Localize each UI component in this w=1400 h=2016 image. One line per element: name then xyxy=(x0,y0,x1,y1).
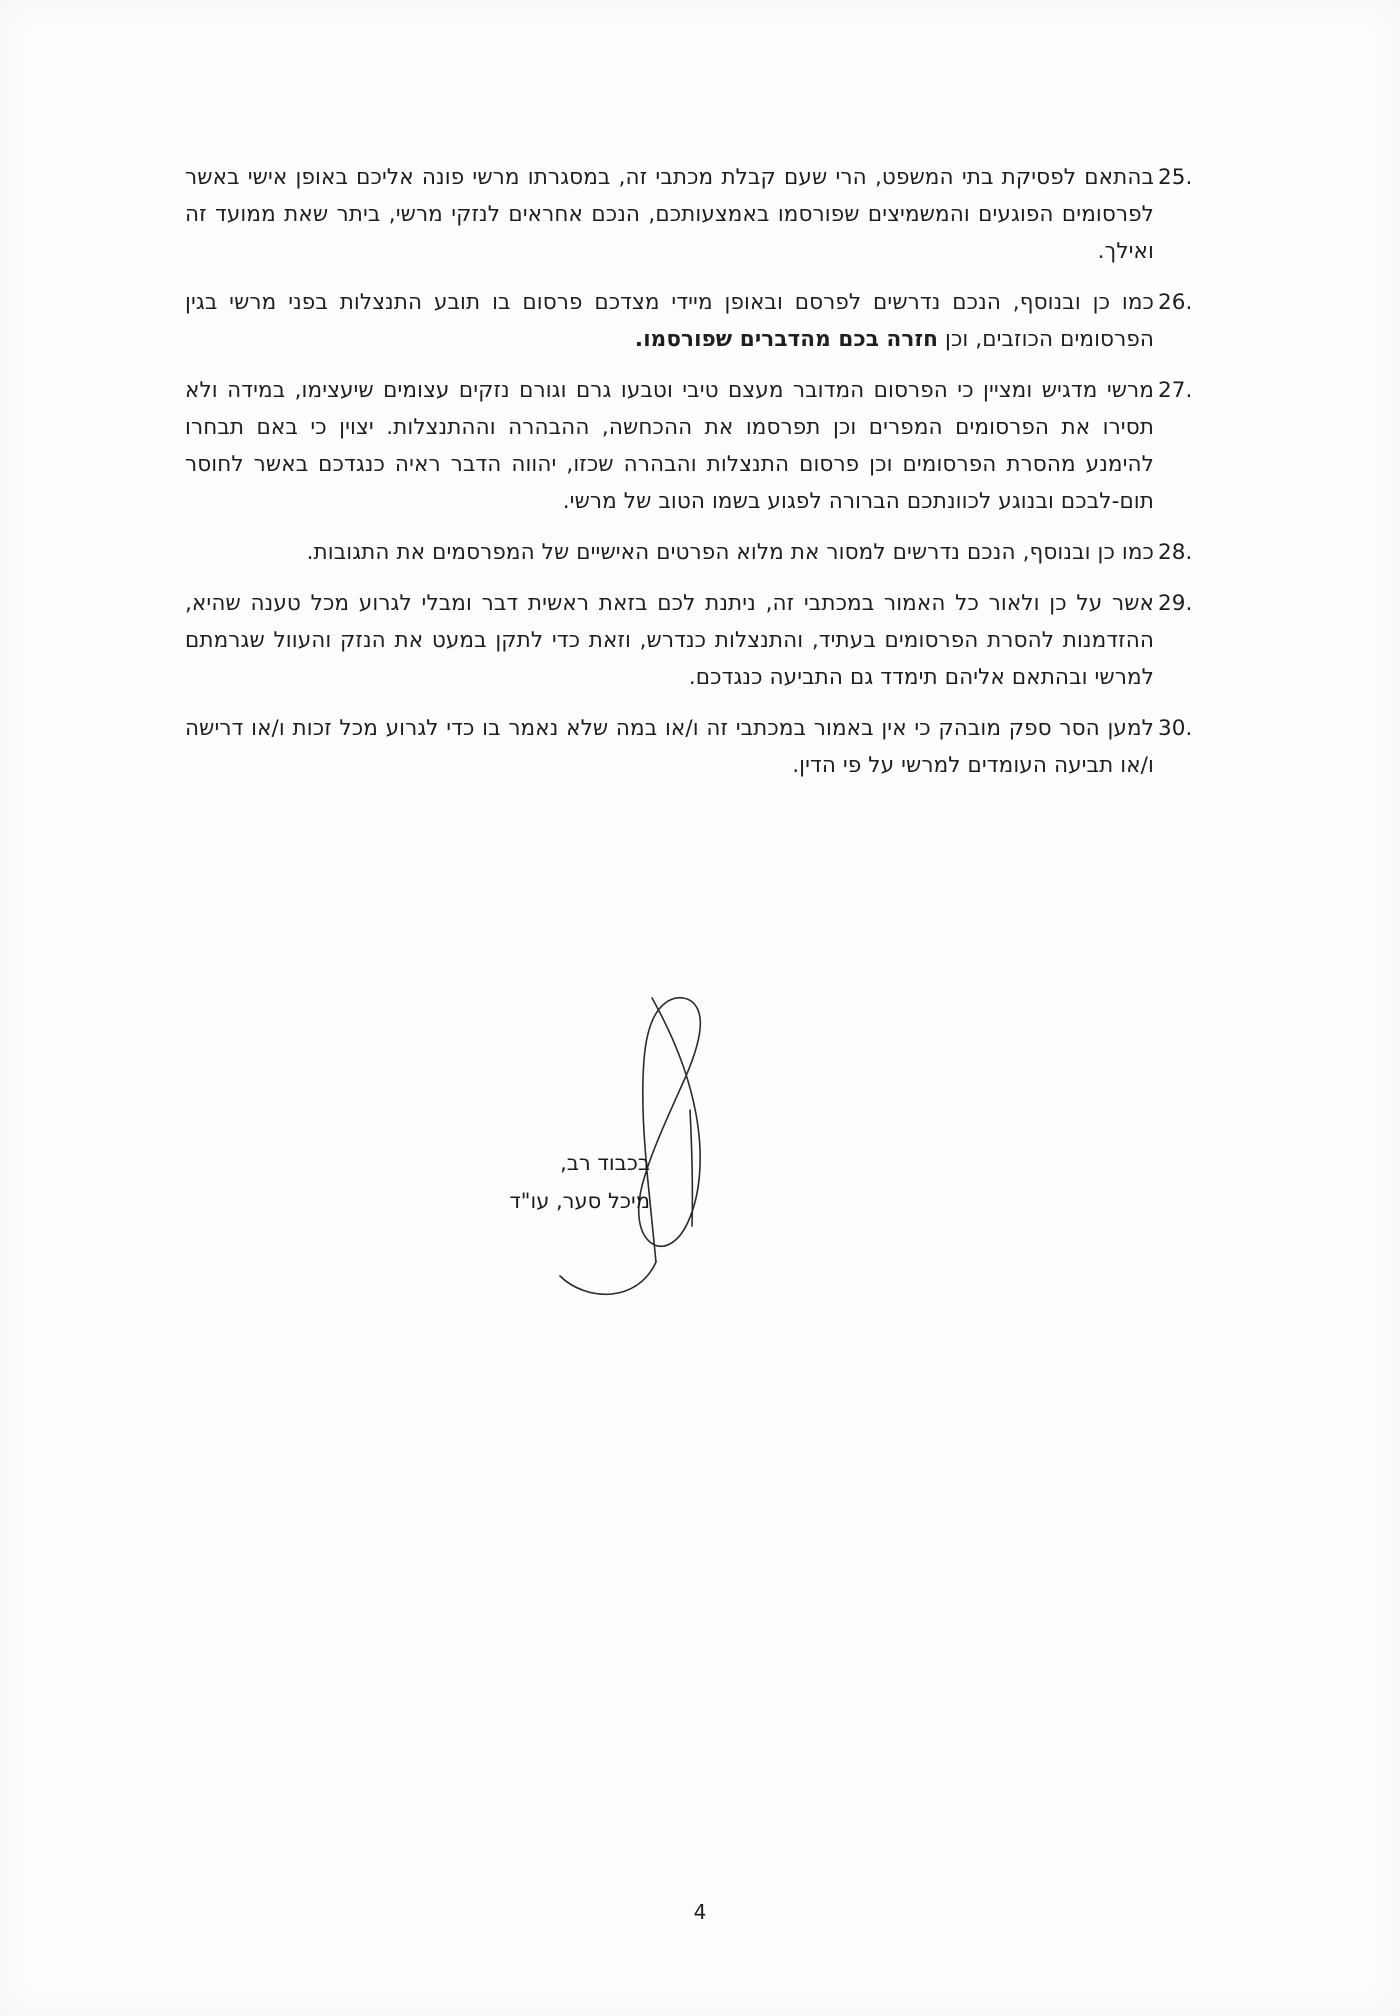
clause-text: מרשי מדגיש ומציין כי הפרסום המדובר מעצם טיבי וטבעו גרם וגורם נזקים עצומים שיעצימו, במידה ולא תסירו את הפרסומים המפרים וכן תפרסמו את ההכחשה, ההבהרה וההתנצלות. יצוין כי באם תבחרו להימנע מהסרת הפרסומים וכן פרסום התנצלות והבהרה שכזו, יהווה הדבר ראיה כנגדכם באשר לחוסר תום-לבכם ובנוגע לכוונתכם הברורה לפגוע בשמו הטוב של מרשי. xyxy=(185,377,1154,514)
clause-item xyxy=(185,586,1200,697)
clause-number: 30. xyxy=(1158,715,1193,741)
clause-text-emphasis: חזרה בכם מהדברים שפורסמו. xyxy=(634,326,939,352)
clause-text: אשר על כן ולאור כל האמור במכתבי זה, ניתנת לכם בזאת ראשית דבר ומבלי לגרוע מכל טענה שהיא, ההזדמנות להסרת הפרסומים בעתיד, והתנצלות כנדרש, וזאת כדי לתקן במעט את הנזק והעוול שגרמתם למרשי ובהתאם אליהם תימדד גם התביעה כנגדכם. xyxy=(185,590,1154,690)
clause-number: 27. xyxy=(1158,377,1193,403)
clause-list xyxy=(185,160,1200,785)
clause-number: 28. xyxy=(1158,539,1193,565)
clause-number: 25. xyxy=(1158,165,1193,190)
clause-number: 29. xyxy=(1158,590,1193,616)
clause-text: בהתאם לפסיקת בתי המשפט, הרי שעם קבלת מכתבי זה, במסגרתו מרשי פונה אליכם באופן אישי באשר לפרסומים הפוגעים והמשמיצים שפורסמו באמצעותכם, הנכם אחראים לנזקי מרשי, ביתר שאת ממועד זה ואילך. xyxy=(185,165,1154,264)
document-body xyxy=(185,160,1200,799)
clause-text xyxy=(185,290,1154,352)
clause-item xyxy=(185,711,1200,785)
clause-number: 26. xyxy=(1158,289,1193,315)
clause-item xyxy=(185,373,1200,521)
signature-lines xyxy=(509,1145,650,1221)
clause-text-lead: כמו כן ובנוסף, הנכם נדרשים לפרסם ובאופן מיידי מצדכם פרסום בו תובע התנצלות בפני מרשי בגין הפרסומים הכוזבים, וכן xyxy=(185,289,1154,352)
clause-item xyxy=(185,285,1200,359)
clause-item xyxy=(185,160,1200,271)
signature-name: מיכל סער, עו"ד xyxy=(509,1188,650,1213)
clause-text: כמו כן ובנוסף, הנכם נדרשים למסור את מלוא הפרטים האישיים של המפרסמים את התגובות. xyxy=(306,539,1154,565)
signature-closing: בכבוד רב, xyxy=(560,1151,650,1175)
clause-item xyxy=(185,535,1200,572)
clause-text: למען הסר ספק מובהק כי אין באמור במכתבי זה ו/או במה שלא נאמר בו כדי לגרוע מכל זכות ו/או דרישה ו/או תביעה העומדים למרשי על פי הדין. xyxy=(185,715,1154,778)
page-number: 4 xyxy=(693,1900,707,1924)
